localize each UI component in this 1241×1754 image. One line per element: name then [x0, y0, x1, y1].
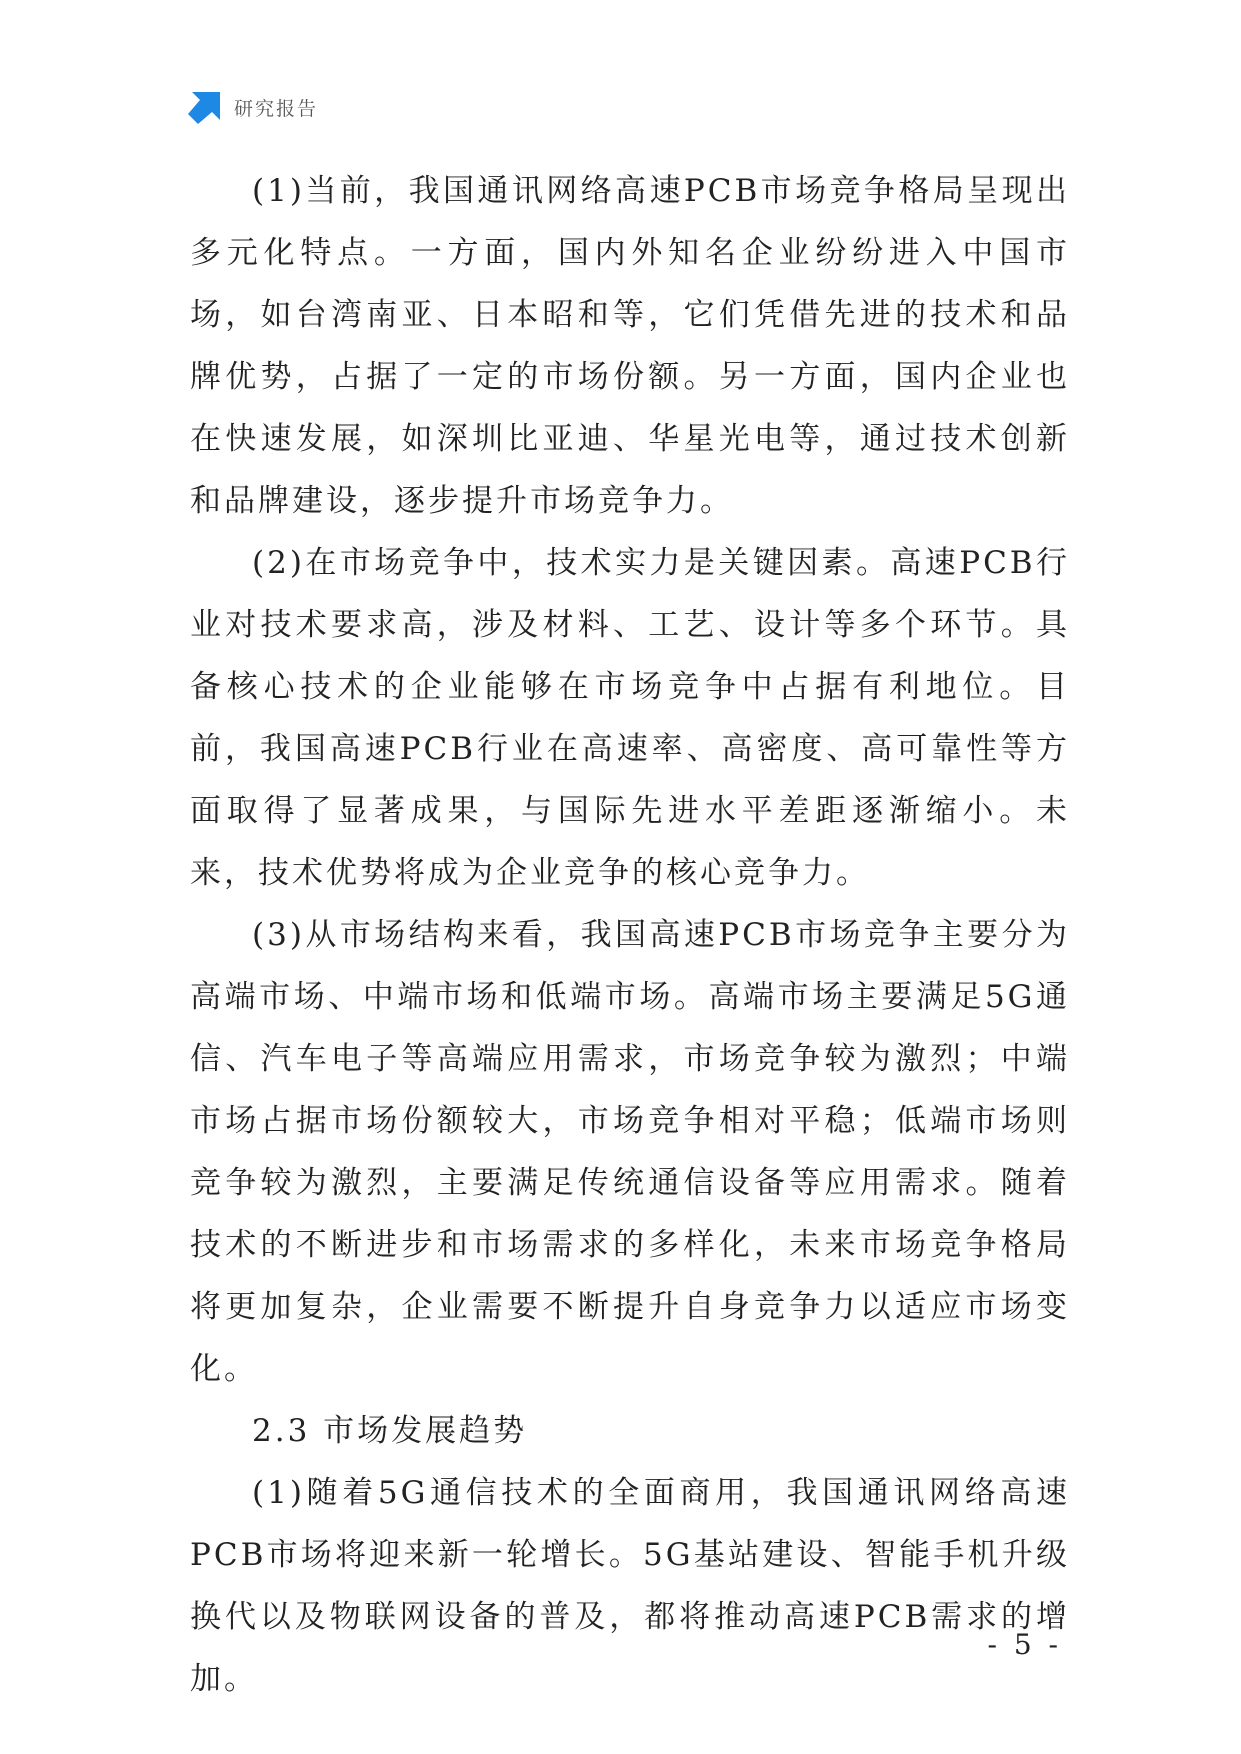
- report-header: [188, 90, 318, 124]
- paragraph-4: (1)随着5G通信技术的全面商用，我国通讯网络高速PCB市场将迎来新一轮增长。5G基站建设、智能手机升级换代以及物联网设备的普及，都将推动高速PCB需求的增加。: [190, 1475, 1070, 1697]
- section-heading: 2.3 市场发展趋势: [252, 1413, 528, 1449]
- paragraph-1: (1)当前，我国通讯网络高速PCB市场竞争格局呈现出多元化特点。一方面，国内外知名企业纷纷进入中国市场，如台湾南亚、日本昭和等，它们凭借先进的技术和品牌优势，占据了一定的市场份额。另一方面，国内企业也在快速发展，如深圳比亚迪、华星光电等，通过技术创新和品牌建设，逐步提升市场竞争力。: [190, 173, 1070, 519]
- header-title: 研究报告: [234, 97, 319, 120]
- arrow-up-right-icon: [188, 90, 222, 124]
- page-number: - 5 -: [987, 1628, 1062, 1661]
- paragraph-2: (2)在市场竞争中，技术实力是关键因素。高速PCB行业对技术要求高，涉及材料、工艺、设计等多个环节。具备核心技术的企业能够在市场竞争中占据有利地位。目前，我国高速PCB行业在高速率、高密度、高可靠性等方面取得了显著成果，与国际先进水平差距逐渐缩小。未来，技术优势将成为企业竞争的核心竞争力。: [190, 545, 1070, 891]
- paragraph-3: (3)从市场结构来看，我国高速PCB市场竞争主要分为高端市场、中端市场和低端市场。高端市场主要满足5G通信、汽车电子等高端应用需求，市场竞争较为激烈；中端市场占据市场份额较大，市场竞争相对平稳；低端市场则竞争较为激烈，主要满足传统通信设备等应用需求。随着技术的不断进步和市场需求的多样化，未来市场竞争格局将更加复杂，企业需要不断提升自身竞争力以适应市场变化。: [190, 917, 1070, 1387]
- document-body: [190, 160, 1070, 1710]
